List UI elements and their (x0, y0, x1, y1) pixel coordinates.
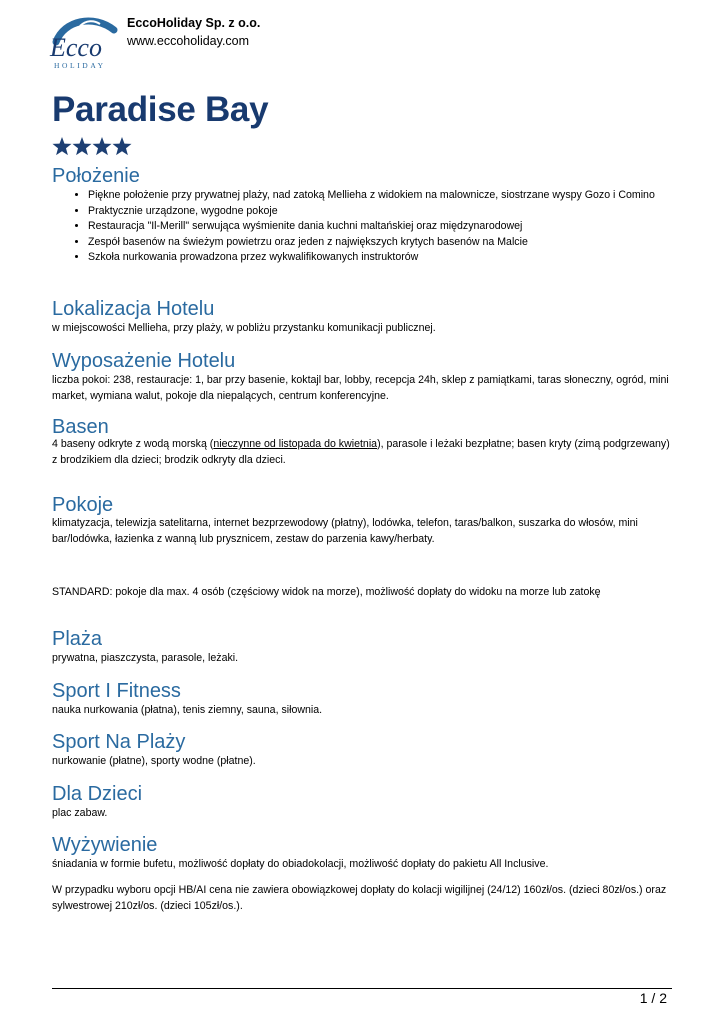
svg-text:HOLIDAY: HOLIDAY (54, 61, 106, 70)
star-icon (112, 137, 131, 155)
section-title-dzieci: Dla Dzieci (52, 783, 143, 805)
pokoje-standard-text: STANDARD: pokoje dla max. 4 osób (częściowy widok na morze), możliwość dopłaty do widoku na morze lub zatokę (52, 586, 601, 598)
company-name: EccoHoliday Sp. z o.o. (127, 16, 261, 30)
basen-text-after: ), parasole i leżaki bezpłatne; basen kryty (zimą podgrzewany) z brodzikiem dla dzieci; brodzik odkryty dla dzieci. (52, 438, 670, 466)
star-icon (72, 137, 91, 155)
wyposazenie-text: liczba pokoi: 238, restauracje: 1, bar przy basenie, koktajl bar, lobby, recepcja 24h, sklep z pamiątkami, taras słoneczny, ogród, mini market, wymiana walut, pokoje dla niepalących, centrum konferencyjne. (52, 374, 669, 402)
section-title-lokalizacja: Lokalizacja Hotelu (52, 298, 215, 320)
basen-text (52, 437, 677, 468)
ecco-holiday-logo (46, 12, 122, 70)
bullet-item: • Restauracja "Il-Merill" serwująca wyśmienite dania kuchni maltańskiej oraz międzynarodowej (88, 219, 708, 235)
bullet-item: • Szkoła nurkowania prowadzona przez wykwalifikowanych instruktorów (88, 250, 708, 266)
section-title-plaza: Plaża (52, 628, 103, 650)
company-website: www.eccoholiday.com (127, 34, 250, 48)
bullet-item: • Piękne położenie przy prywatnej plaży, nad zatoką Mellieha z widokiem na malownicze, siostrzane wyspy Gozo i Comino (88, 188, 708, 204)
dzieci-text: plac zabaw. (52, 807, 108, 819)
basen-text-before: 4 baseny odkryte z wodą morską ( (52, 438, 214, 450)
lokalizacja-text: w miejscowości Mellieha, przy plaży, w pobliżu przystanku komunikacji publicznej. (52, 322, 436, 334)
location-bullets (52, 188, 708, 266)
bullet-item: • Zespół basenów na świeżym powietrzu oraz jeden z największych krytych basenów na Malcie (88, 235, 708, 251)
section-title-wyposazenie: Wyposażenie Hotelu (52, 350, 236, 372)
hotel-title: Paradise Bay (52, 90, 269, 129)
pool-season-link[interactable]: nieczynne od listopada do kwietnia (213, 438, 378, 450)
section-title-polozenie: Położenie (52, 165, 140, 187)
header (46, 12, 346, 72)
wyzywienie-text: śniadania w formie bufetu, możliwość dopłaty do obiadokolacji, możliwość dopłaty do pakietu All Inclusive. (52, 858, 549, 870)
sport-fitness-text: nauka nurkowania (płatna), tenis ziemny, sauna, siłownia. (52, 704, 323, 716)
sport-plazy-text: nurkowanie (płatne), sporty wodne (płatne). (52, 755, 256, 767)
section-title-sport-plazy: Sport Na Plaży (52, 731, 186, 753)
footer-divider (52, 988, 672, 989)
wyzywienie-note: W przypadku wyboru opcji HB/AI cena nie zawiera obowiązkowej dopłaty do kolacji wigilijnej (24/12) 160zł/os. (dzieci 80zł/os.) oraz sylwestrowej 210zł/os. (dzieci 105zł/os.). (52, 884, 667, 912)
section-title-sport-fitness: Sport I Fitness (52, 680, 181, 702)
star-icon (92, 137, 111, 155)
page-number: 1 / 2 (639, 990, 667, 1006)
star-icon (52, 137, 71, 155)
hotel-stars (52, 135, 142, 161)
plaza-text: prywatna, piaszczysta, parasole, leżaki. (52, 652, 239, 664)
svg-text:Ecco: Ecco (50, 33, 102, 62)
section-title-pokoje: Pokoje (52, 494, 114, 516)
section-title-basen: Basen (52, 416, 109, 438)
pokoje-text: klimatyzacja, telewizja satelitarna, internet bezprzewodowy (płatny), lodówka, telefon, taras/balkon, suszarka do włosów, mini bar/lodówka, łazienka z wanną lub prysznicem, zestaw do parzenia kawy/herbaty. (52, 517, 638, 545)
section-title-wyzywienie: Wyżywienie (52, 834, 158, 856)
bullet-item: • Praktycznie urządzone, wygodne pokoje (88, 204, 708, 220)
